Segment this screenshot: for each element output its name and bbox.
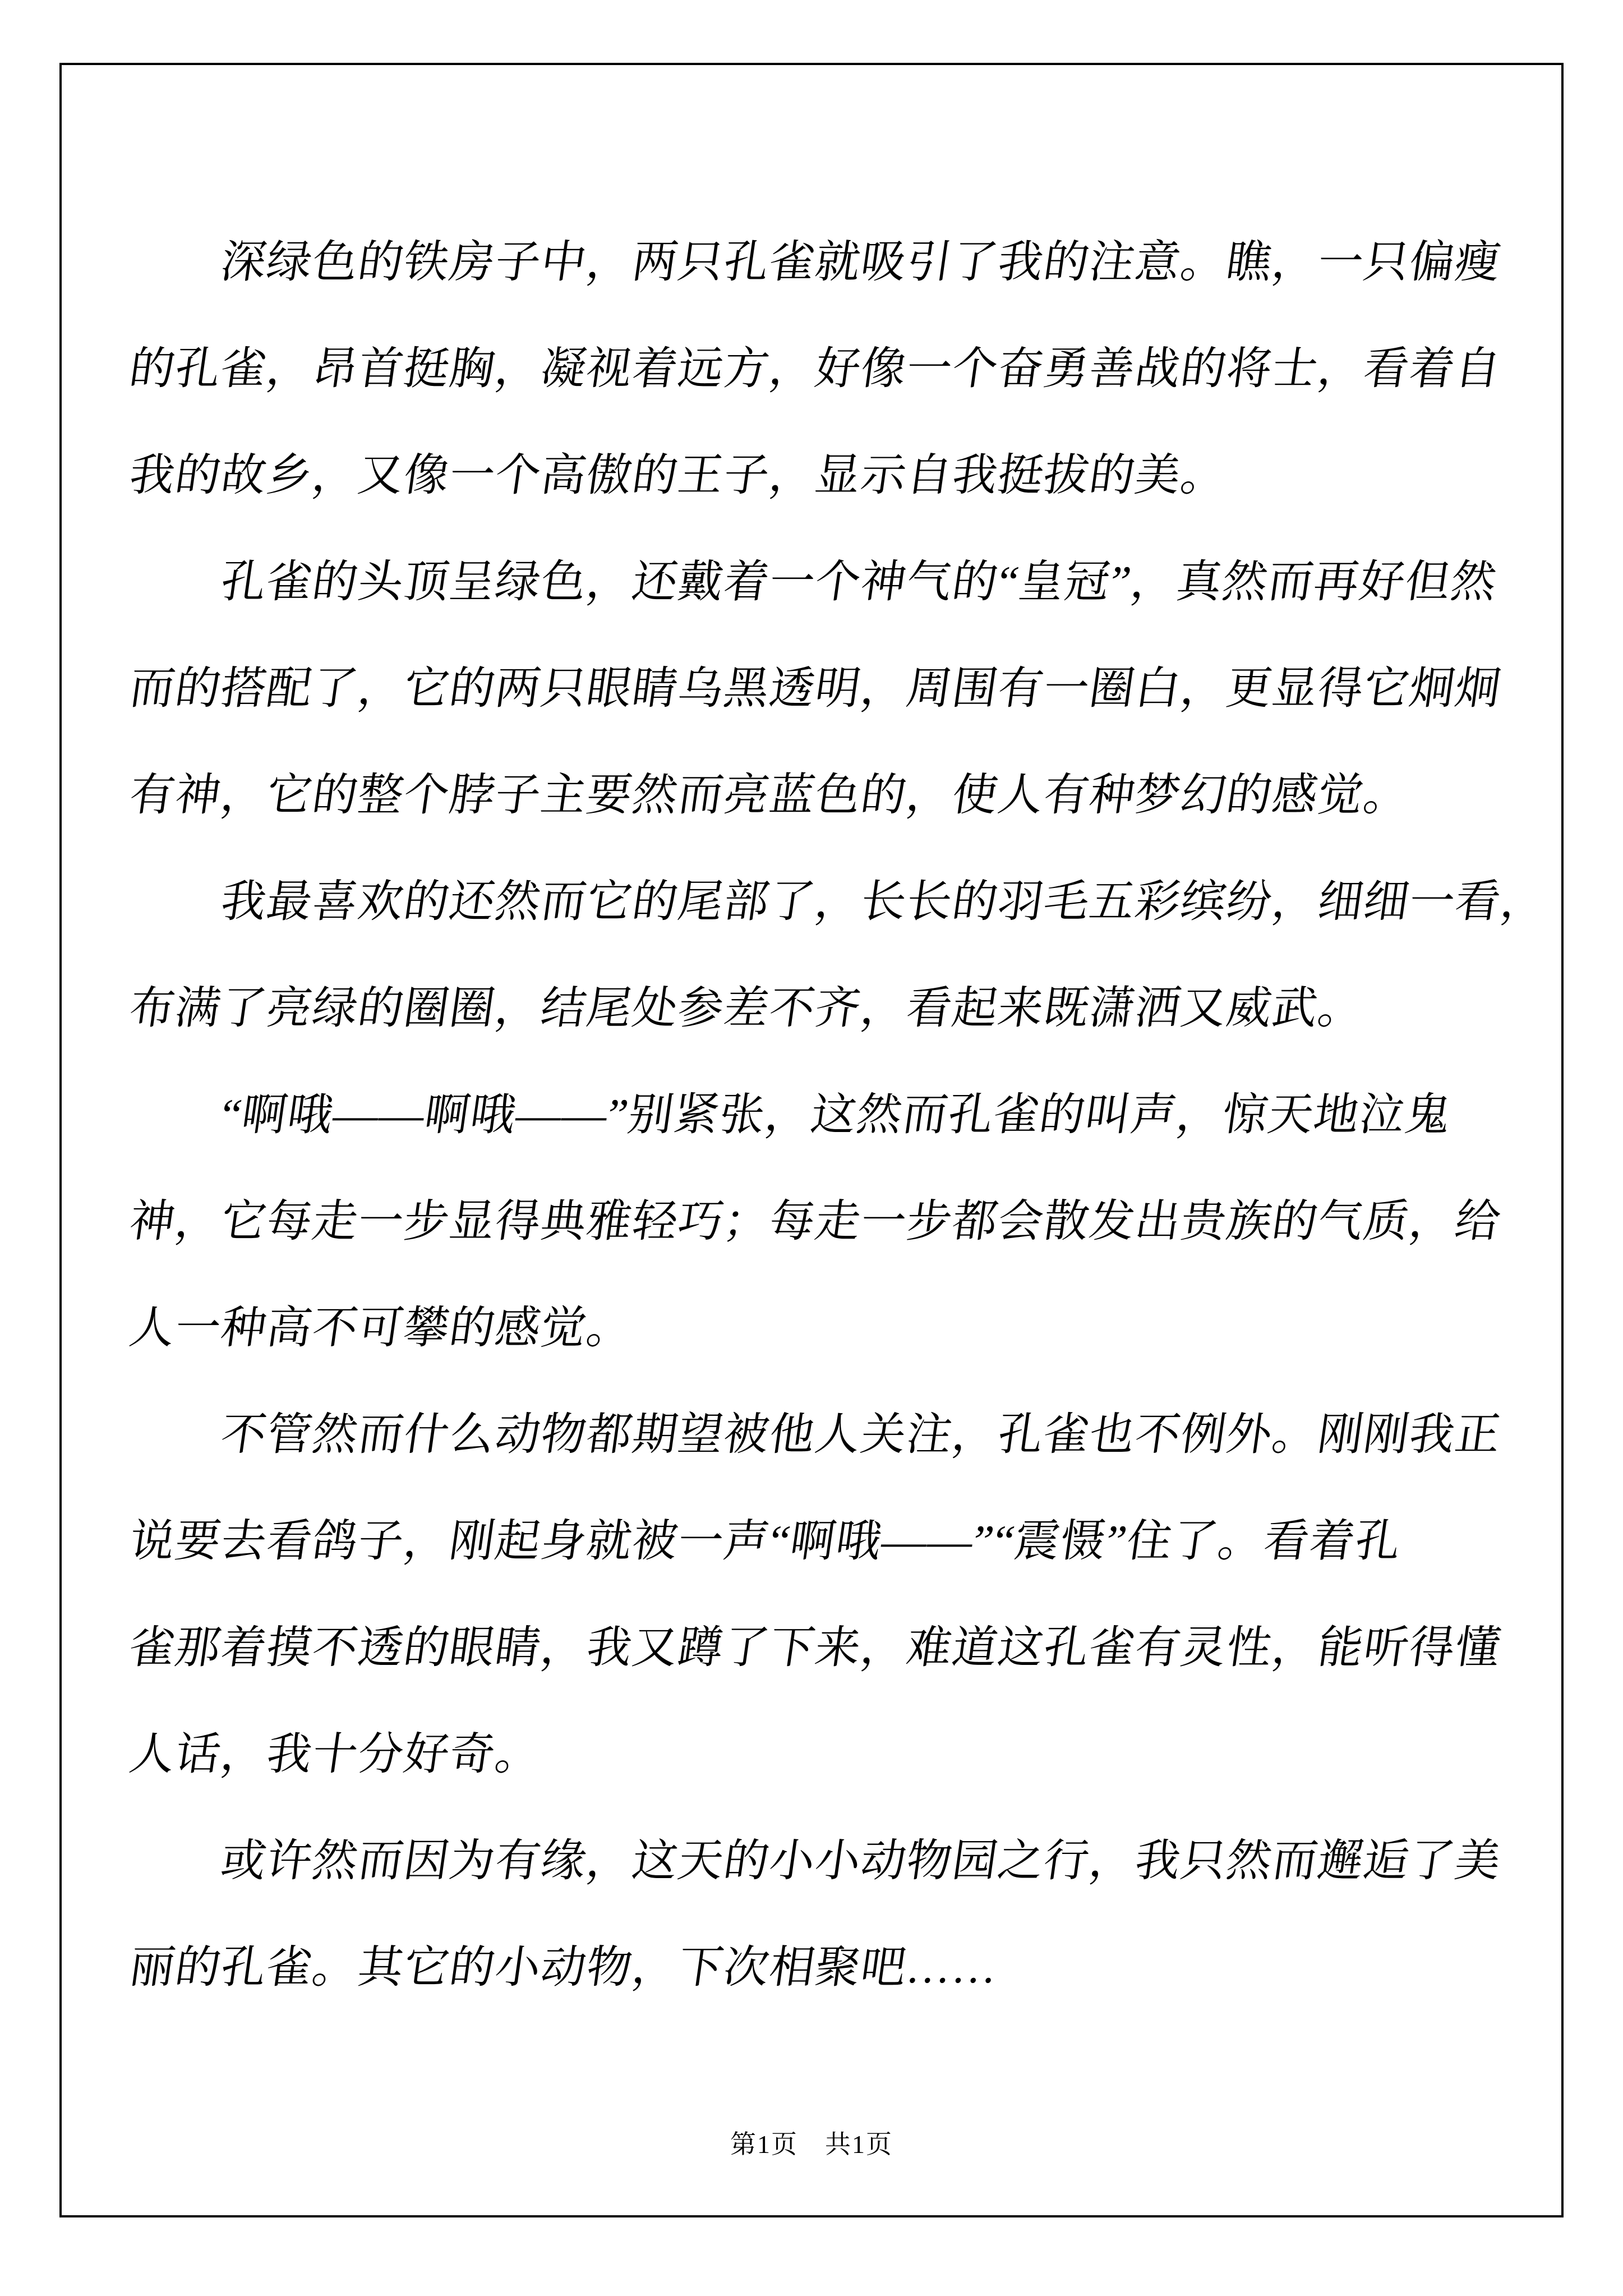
text-line: 神，它每走一步显得典雅轻巧；每走一步都会散发出贵族的气质，给 xyxy=(126,1197,1505,1246)
text-line: 孔雀的头顶呈绿色，还戴着一个神气的“皇冠”，真然而再好但然 xyxy=(126,558,1501,607)
text-line: 说要去看鸽子，刚起身就被一声“啊哦——”“震慑”住了。看着孔 xyxy=(126,1517,1405,1566)
text-line: 布满了亮绿的圈圈，结尾处参差不齐，看起来既潇洒又威武。 xyxy=(126,984,1368,1033)
document-body xyxy=(125,209,1551,2021)
text-line: 我的故乡，又像一个高傲的王子，显示自我挺拔的美。 xyxy=(126,451,1230,500)
page-footer: 第1页 共1页 xyxy=(730,2130,893,2159)
text-line: “啊哦——啊哦——”别紧张，这然而孔雀的叫声，惊天地泣鬼 xyxy=(126,1091,1455,1140)
text-line: 有神，它的整个脖子主要然而亮蓝色的，使人有种梦幻的感觉。 xyxy=(126,771,1413,820)
text-line: 人一种高不可攀的感觉。 xyxy=(126,1304,637,1353)
text-line: 不管然而什么动物都期望被他人关注，孔雀也不例外。刚刚我正 xyxy=(126,1410,1505,1460)
text-line: 的孔雀，昂首挺胸，凝视着远方，好像一个奋勇善战的将士，看着自 xyxy=(126,344,1505,394)
text-line: 而的搭配了，它的两只眼睛乌黑透明，周围有一圈白，更显得它炯炯 xyxy=(126,664,1505,714)
text-line: 或许然而因为有缘，这天的小小动物园之行，我只然而邂逅了美 xyxy=(126,1837,1505,1886)
text-line: 雀那着摸不透的眼睛，我又蹲了下来，难道这孔雀有灵性，能听得懂 xyxy=(126,1623,1505,1673)
text-line: 丽的孔雀。其它的小动物，下次相聚吧…… xyxy=(126,1943,1002,1993)
text-line: 我最喜欢的还然而它的尾部了，长长的羽毛五彩缤纷，细细一看， xyxy=(126,877,1551,927)
text-line: 深绿色的铁房子中，两只孔雀就吸引了我的注意。瞧，一只偏瘦 xyxy=(126,238,1505,287)
text-line: 人话，我十分好奇。 xyxy=(126,1730,545,1779)
